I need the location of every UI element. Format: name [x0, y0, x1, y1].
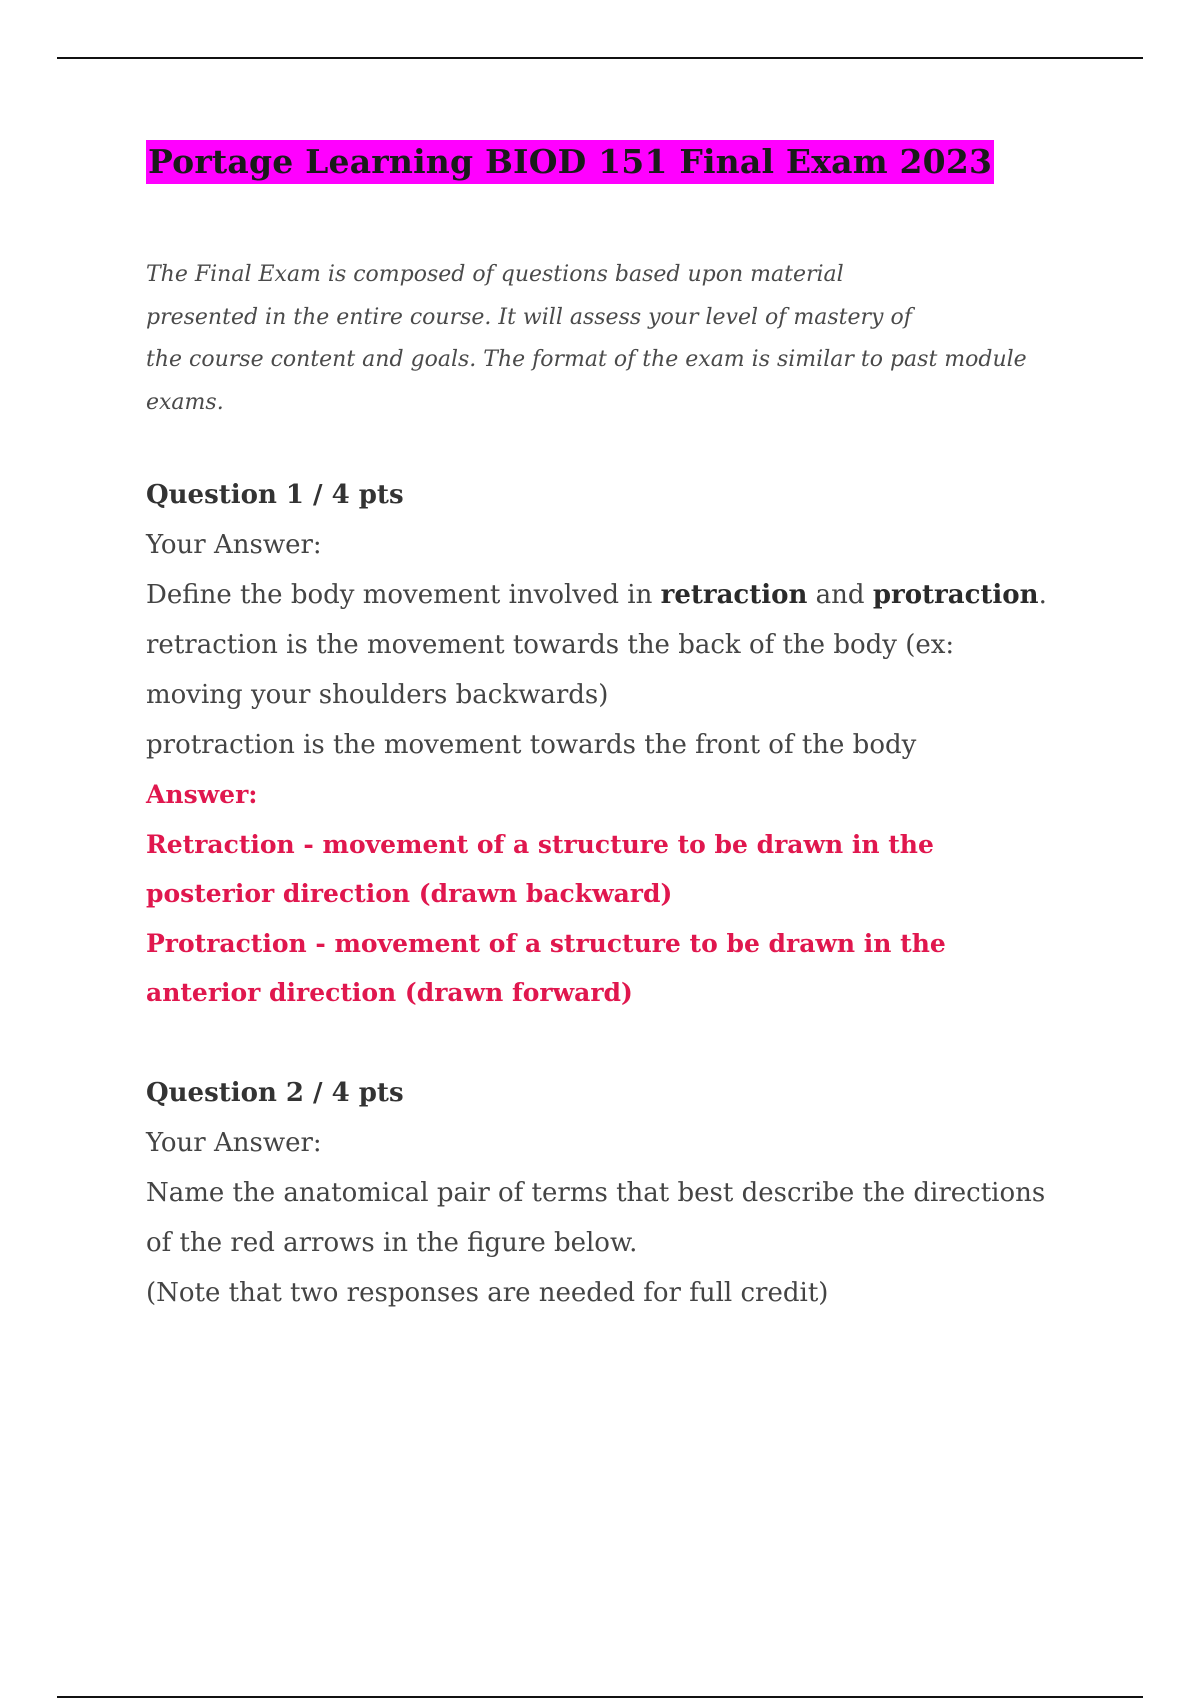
prompt-text: and — [807, 580, 873, 610]
question-2-prompt-line: of the red arrows in the figure below. — [146, 1227, 638, 1258]
answer-line: anterior direction (drawn forward) — [146, 978, 633, 1007]
prompt-text: Define the body movement involved in — [146, 580, 661, 610]
question-2-heading: Question 2 / 4 pts — [146, 1077, 404, 1108]
exam-page — [146, 140, 1106, 1318]
question-1-heading: Question 1 / 4 pts — [146, 480, 404, 510]
answer-line: Protraction - movement of a structure to be drawn in the — [146, 928, 946, 958]
student-response-line: retraction is the movement towards the back of the body (ex: — [146, 630, 955, 660]
answer-label: Answer: — [146, 780, 258, 809]
answer-line: posterior direction (drawn backward) — [146, 879, 673, 908]
intro-line: The Final Exam is composed of questions based upon material — [146, 262, 844, 287]
bottom-rule — [57, 1696, 1143, 1698]
top-rule — [57, 57, 1143, 59]
intro-paragraph — [146, 254, 1076, 424]
intro-line: presented in the entire course. It will assess your level of mastery of — [146, 304, 912, 330]
your-answer-label: Your Answer: — [146, 530, 322, 560]
your-answer-label: Your Answer: — [146, 1127, 322, 1158]
document-title: Portage Learning BIOD 151 Final Exam 2023 — [146, 140, 994, 184]
question-2-prompt-line: Name the anatomical pair of terms that best describe the directions — [146, 1177, 1046, 1208]
question-2 — [146, 1068, 1106, 1318]
student-response-line: protraction is the movement towards the front of the body — [146, 730, 917, 760]
student-response-line: moving your shoulders backwards) — [146, 680, 609, 710]
prompt-text: . — [1038, 580, 1047, 610]
intro-line: the course content and goals. The format of the exam is similar to past module — [146, 347, 1027, 372]
intro-line: exams. — [146, 389, 224, 415]
question-1 — [146, 470, 1106, 1018]
question-2-prompt-line: (Note that two responses are needed for full credit) — [146, 1277, 829, 1308]
answer-line: Retraction - movement of a structure to be drawn in the — [146, 829, 934, 859]
prompt-term-protraction: protraction — [872, 580, 1039, 610]
question-1-prompt — [146, 570, 1106, 620]
prompt-term-retraction: retraction — [660, 580, 808, 610]
